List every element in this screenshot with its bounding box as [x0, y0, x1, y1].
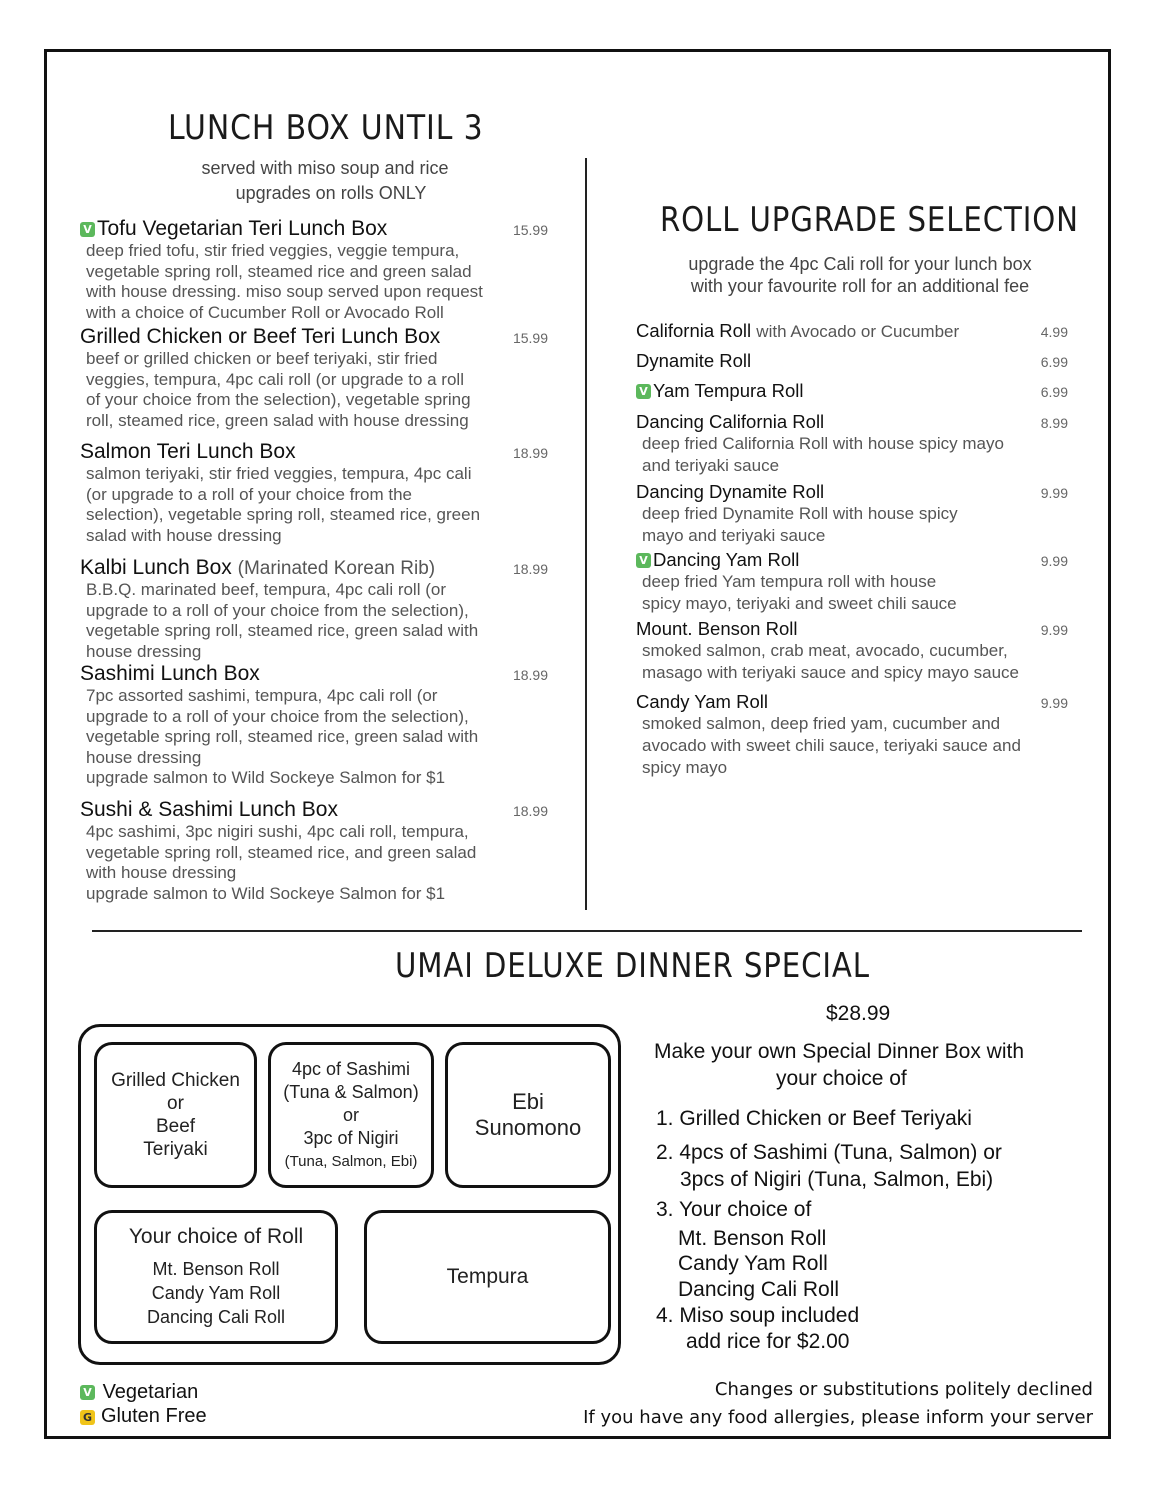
dinner-step-1: 1. Grilled Chicken or Beef Teriyaki [656, 1107, 972, 1130]
roll-item-title: California Roll [636, 320, 752, 341]
lunch-item-title: Salmon Teri Lunch Box [80, 440, 296, 463]
bento-cell-text: Beef [155, 1116, 196, 1137]
lunch-item-description: with a choice of Cucumber Roll or Avocado Roll [86, 302, 444, 322]
roll-item [636, 320, 1068, 342]
dinner-title: UMAI DELUXE DINNER SPECIAL [395, 946, 870, 986]
roll-item-description: spicy mayo [642, 758, 728, 777]
lunch-item-description: vegetable spring roll, steamed rice, green salad with [86, 727, 479, 746]
roll-item-note: with Avocado or Cucumber [756, 322, 960, 341]
lunch-item-description: deep fried tofu, stir fried veggies, veggie tempura, [86, 241, 460, 260]
bento-cell-teriyaki [94, 1042, 257, 1188]
dinner-price: $28.99 [826, 1002, 891, 1025]
roll-item [636, 481, 1068, 547]
lunch-item-description: vegetable spring roll, steamed rice, and green salad [86, 842, 477, 862]
roll-item-header [636, 350, 1068, 372]
roll-item-header [636, 481, 1068, 503]
roll-item [636, 618, 1068, 684]
roll-item-name [636, 481, 824, 503]
lunch-item-title: Grilled Chicken or Beef Teri Lunch Box [80, 325, 441, 348]
lunch-item-name [80, 217, 387, 241]
lunch-item [80, 217, 548, 323]
dinner-step-3-option: Candy Yam Roll [678, 1252, 828, 1275]
lunch-item-price: 18.99 [512, 561, 548, 577]
roll-item-header [636, 691, 1068, 713]
lunch-item-header [80, 440, 548, 464]
lunch-item-description: vegetable spring roll, steamed rice and green salad [86, 261, 472, 281]
dinner-step-4a: 4. Miso soup included [656, 1304, 860, 1327]
roll-item-price: 4.99 [1040, 324, 1068, 340]
bento-cell-text: Grilled Chicken [111, 1070, 240, 1091]
roll-item-price: 6.99 [1040, 354, 1068, 370]
lunch-item-header [80, 798, 548, 822]
footer-notes [533, 1376, 1093, 1432]
gluten-free-icon: G [80, 1410, 95, 1425]
bento-cell-text: Teriyaki [143, 1139, 208, 1160]
lunch-subtitle-2: upgrades on rolls ONLY [235, 183, 427, 203]
roll-item-name [636, 618, 797, 640]
roll-item-name [636, 549, 799, 571]
roll-item-title: Mount. Benson Roll [636, 618, 798, 639]
lunch-item-description: upgrade to a roll of your choice from the selection), [86, 600, 469, 620]
lunch-subtitle-1: served with miso soup and rice [201, 158, 449, 178]
roll-item-header [636, 411, 1068, 433]
lunch-item-header [80, 662, 548, 686]
bento-cell-text: (Tuna & Salmon) [283, 1081, 419, 1102]
lunch-item-name [80, 662, 260, 686]
legend-gluten-free-label: Gluten Free [101, 1405, 207, 1427]
lunch-item [80, 440, 548, 546]
roll-item-description: avocado with sweet chili sauce, teriyaki sauce and [642, 736, 1021, 755]
roll-item-description: deep fried Dynamite Roll with house spicy [642, 504, 958, 523]
lunch-item-title: Tofu Vegetarian Teri Lunch Box [97, 217, 388, 240]
lunch-item-description: selection), vegetable spring roll, steamed rice, green [86, 505, 481, 524]
bento-cell-text: (Tuna, Salmon, Ebi) [284, 1152, 418, 1170]
dinner-step-4b: add rice for $2.00 [686, 1330, 850, 1353]
bento-cell-sunomono [445, 1042, 611, 1188]
lunch-item-description: upgrade salmon to Wild Sockeye Salmon for $1 [86, 768, 446, 787]
roll-item-title: Dancing Dynamite Roll [636, 481, 825, 502]
roll-item-name [636, 411, 824, 433]
roll-item [636, 411, 1068, 477]
lunch-item-title: Kalbi Lunch Box [80, 556, 232, 579]
lunch-item [80, 662, 548, 789]
lunch-item-header [80, 217, 548, 241]
lunch-item-name [80, 440, 296, 464]
vegetarian-icon: V [636, 553, 651, 568]
bento-cell-tempura [364, 1210, 611, 1344]
lunch-item-header [80, 556, 548, 580]
dinner-step-2a: 2. 4pcs of Sashimi (Tuna, Salmon) or [656, 1141, 1002, 1164]
roll-item-price: 9.99 [1040, 553, 1068, 569]
roll-item-title: Candy Yam Roll [636, 691, 768, 712]
lunch-title: LUNCH BOX UNTIL 3 [168, 108, 484, 148]
bento-box-diagram [78, 1024, 621, 1365]
roll-item-price: 8.99 [1040, 415, 1068, 431]
bento-cell-text: Sunomono [474, 1115, 582, 1140]
roll-item-title: Dancing Yam Roll [653, 549, 800, 570]
lunch-item-price: 18.99 [512, 667, 548, 683]
bento-cell-text: Candy Yam Roll [151, 1283, 281, 1303]
dinner-step-3: 3. Your choice of [656, 1198, 812, 1221]
bento-cell-text: 4pc of Sashimi [291, 1058, 411, 1079]
roll-item-description: deep fried Yam tempura roll with house [642, 572, 937, 591]
roll-item-name [636, 691, 768, 713]
bento-cell-text: 3pc of Nigiri [303, 1127, 399, 1148]
roll-item [636, 350, 1068, 372]
bento-cell-text: Ebi [512, 1089, 544, 1114]
lunch-item-name [80, 556, 435, 580]
roll-title: ROLL UPGRADE SELECTION [660, 200, 1079, 240]
vegetarian-icon: V [80, 1385, 95, 1400]
roll-item [636, 691, 1068, 779]
lunch-item-price: 15.99 [512, 222, 548, 238]
bento-cell-text: Tempura [446, 1265, 529, 1288]
lunch-item-description: house dressing [86, 747, 202, 767]
roll-item [636, 380, 1068, 402]
lunch-item-title: Sushi & Sashimi Lunch Box [80, 798, 338, 821]
roll-item-header [636, 320, 1068, 342]
roll-item-price: 6.99 [1040, 384, 1068, 400]
roll-item-title: Yam Tempura Roll [653, 380, 804, 401]
lunch-item-description: upgrade salmon to Wild Sockeye Salmon for $1 [86, 883, 446, 903]
legend-gluten-free [80, 1405, 207, 1428]
lunch-item-description: with house dressing [86, 863, 237, 882]
vegetarian-icon: V [80, 222, 95, 237]
dinner-intro-1: Make your own Special Dinner Box with [654, 1040, 1025, 1063]
legend-vegetarian [80, 1381, 198, 1404]
roll-item-header [636, 618, 1068, 640]
bento-cell-text: Dancing Cali Roll [146, 1307, 286, 1327]
roll-item-description: smoked salmon, deep fried yam, cucumber and [642, 714, 1001, 733]
bento-cell-text: Mt. Benson Roll [152, 1259, 280, 1279]
dinner-step-3-option: Dancing Cali Roll [678, 1278, 840, 1301]
lunch-item-description: vegetable spring roll, steamed rice, green salad with [86, 621, 479, 640]
bento-cell-text: or [342, 1104, 359, 1125]
lunch-item-price: 18.99 [512, 445, 548, 461]
roll-item-price: 9.99 [1040, 485, 1068, 501]
roll-item-description: and teriyaki sauce [642, 456, 780, 475]
lunch-item-description: house dressing [86, 641, 202, 661]
lunch-item-description: 7pc assorted sashimi, tempura, 4pc cali roll (or [86, 686, 438, 705]
lunch-item-description: of your choice from the selection), vegetable spring [86, 390, 471, 409]
lunch-item-description: B.B.Q. marinated beef, tempura, 4pc cali roll (or [86, 580, 446, 599]
lunch-item-description: (or upgrade to a roll of your choice from the [86, 484, 412, 504]
roll-item-description: masago with teriyaki sauce and spicy mayo sauce [642, 663, 1020, 682]
lunch-item-description: 4pc sashimi, 3pc nigiri sushi, 4pc cali roll, tempura, [86, 822, 469, 841]
bento-cell-text: Your choice of Roll [128, 1225, 304, 1248]
bento-cell-text: or [167, 1093, 184, 1114]
lunch-item-price: 18.99 [512, 803, 548, 819]
lunch-item-description: veggies, tempura, 4pc cali roll (or upgrade to a roll [86, 369, 464, 389]
roll-subtitle-2: with your favourite roll for an additional fee [690, 276, 1030, 296]
dinner-step-3-option: Mt. Benson Roll [678, 1227, 827, 1250]
roll-item-description: smoked salmon, crab meat, avocado, cucumber, [642, 641, 1008, 660]
lunch-item [80, 556, 548, 662]
lunch-item-header [80, 325, 548, 349]
bento-cell-roll [94, 1210, 338, 1344]
roll-item-description: spicy mayo, teriyaki and sweet chili sauce [642, 594, 957, 613]
footer-line-allergies: If you have any food allergies, please inform your server [583, 1407, 1093, 1428]
lunch-item-price: 15.99 [512, 330, 548, 346]
lunch-item-description: salmon teriyaki, stir fried veggies, tempura, 4pc cali [86, 464, 472, 483]
roll-item-price: 9.99 [1040, 622, 1068, 638]
lunch-item-description: roll, steamed rice, green salad with house dressing [86, 410, 469, 430]
roll-item [636, 549, 1068, 615]
column-divider [585, 158, 587, 910]
roll-item-description: deep fried California Roll with house spicy mayo [642, 434, 1004, 453]
lunch-item-title: Sashimi Lunch Box [80, 662, 260, 685]
lunch-item [80, 798, 548, 904]
roll-item-name [636, 350, 751, 372]
lunch-item-description: with house dressing. miso soup served upon request [86, 282, 483, 301]
dinner-intro-2: your choice of [776, 1067, 907, 1090]
roll-item-header [636, 380, 1068, 402]
roll-item-price: 9.99 [1040, 695, 1068, 711]
dinner-step-2b: 3pcs of Nigiri (Tuna, Salmon, Ebi) [680, 1168, 994, 1191]
roll-item-description: mayo and teriyaki sauce [642, 526, 826, 545]
lunch-item-description: upgrade to a roll of your choice from the selection), [86, 706, 469, 726]
section-divider [92, 930, 1082, 932]
lunch-item-name [80, 798, 338, 822]
roll-item-name [636, 320, 959, 342]
lunch-item-description: beef or grilled chicken or beef teriyaki, stir fried [86, 349, 438, 368]
footer-line-substitutions: Changes or substitutions politely declined [714, 1379, 1093, 1400]
roll-item-name [636, 380, 803, 402]
roll-item-title: Dynamite Roll [636, 350, 752, 371]
legend-vegetarian-label: Vegetarian [102, 1381, 199, 1403]
roll-item-header [636, 549, 1068, 571]
bento-cell-sashimi [268, 1042, 434, 1188]
lunch-item-note: (Marinated Korean Rib) [237, 558, 436, 579]
lunch-item-name [80, 325, 440, 349]
roll-subtitle-1: upgrade the 4pc Cali roll for your lunch box [688, 254, 1032, 274]
roll-item-title: Dancing California Roll [636, 411, 825, 432]
vegetarian-icon: V [636, 384, 651, 399]
lunch-item [80, 325, 548, 431]
lunch-item-description: salad with house dressing [86, 525, 282, 545]
